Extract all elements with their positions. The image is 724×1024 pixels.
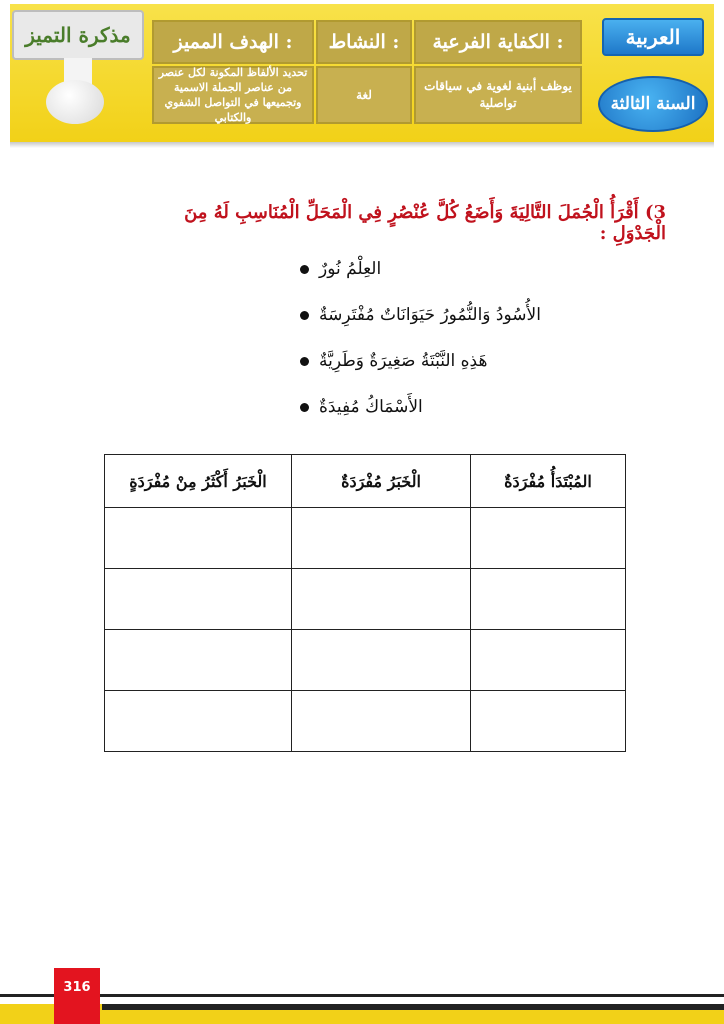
answer-cell[interactable] bbox=[292, 569, 471, 630]
list-item bbox=[300, 246, 620, 292]
sentence-list bbox=[300, 246, 620, 430]
answer-cell[interactable] bbox=[292, 691, 471, 752]
header-goal-content: تحديد الألفاظ المكونة لكل عنصر من عناصر الجملة الاسمية وتجميعها في التواصل الشفوي والكتابي bbox=[152, 66, 314, 124]
list-item bbox=[300, 292, 620, 338]
answer-cell[interactable] bbox=[471, 569, 626, 630]
answer-cell[interactable] bbox=[471, 508, 626, 569]
logo bbox=[12, 10, 144, 128]
header-shadow bbox=[10, 142, 714, 148]
footer-rule bbox=[0, 994, 724, 997]
header-goal-title: الهدف المميز : bbox=[152, 20, 314, 64]
footer-rule-dark bbox=[102, 1004, 724, 1010]
header-activity-title: النشاط : bbox=[316, 20, 412, 64]
page-number: 316 bbox=[54, 968, 100, 1024]
answer-cell[interactable] bbox=[105, 569, 292, 630]
header-competency-title: الكفاية الفرعية : bbox=[414, 20, 582, 64]
sentence-text: الأُسُودُ وَالنُّمُورُ حَيَوَانَاتٌ مُفْتَرِسَةٌ bbox=[319, 305, 541, 325]
sentence-text: العِلْمُ نُورٌ bbox=[319, 259, 382, 279]
table-row bbox=[105, 630, 626, 691]
year-badge: السنة الثالثة bbox=[598, 76, 708, 132]
sentence-text: هَذِهِ النَّبْتَةُ صَغِيرَةٌ وَطَرِيَّةٌ bbox=[319, 351, 488, 371]
answer-cell[interactable] bbox=[471, 630, 626, 691]
logo-ball bbox=[46, 80, 104, 124]
answer-cell[interactable] bbox=[105, 508, 292, 569]
column-header-subject: المُبْتَدَأُ مُفْرَدَةٌ bbox=[471, 455, 626, 508]
exercise-instruction: 3) أَقْرَأُ الْجُمَلَ التَّالِيَةَ وَأَضَعُ كُلَّ عُنْصُرٍ فِي الْمَحَلِّ الْمُنَاسِبِ لَهُ مِنَ الْجَدْوَلِ : bbox=[184, 202, 666, 244]
table-row bbox=[105, 508, 626, 569]
subject-badge: العربية bbox=[602, 18, 704, 56]
answer-cell[interactable] bbox=[292, 508, 471, 569]
answer-cell[interactable] bbox=[292, 630, 471, 691]
bullet-icon bbox=[300, 311, 309, 320]
table-row bbox=[105, 691, 626, 752]
table-row bbox=[105, 569, 626, 630]
answer-cell[interactable] bbox=[471, 691, 626, 752]
bullet-icon bbox=[300, 357, 309, 366]
sentence-text: الأَسْمَاكُ مُفِيدَةٌ bbox=[319, 397, 423, 417]
column-header-predicate-multiple: الْخَبَرُ أَكْثَرُ مِنْ مُفْرَدَةٍ bbox=[105, 455, 292, 508]
answer-table bbox=[104, 454, 626, 752]
header-activity-content: لغة bbox=[316, 66, 412, 124]
table-header-row bbox=[105, 455, 626, 508]
answer-cell[interactable] bbox=[105, 691, 292, 752]
list-item bbox=[300, 384, 620, 430]
bullet-icon bbox=[300, 265, 309, 274]
bullet-icon bbox=[300, 403, 309, 412]
column-header-predicate-single: الْخَبَرُ مُفْرَدَةٌ bbox=[292, 455, 471, 508]
logo-label: مذكرة التميز bbox=[12, 10, 144, 60]
list-item bbox=[300, 338, 620, 384]
answer-cell[interactable] bbox=[105, 630, 292, 691]
header-competency-content: يوظف أبنية لغوية في سياقات تواصلية bbox=[414, 66, 582, 124]
